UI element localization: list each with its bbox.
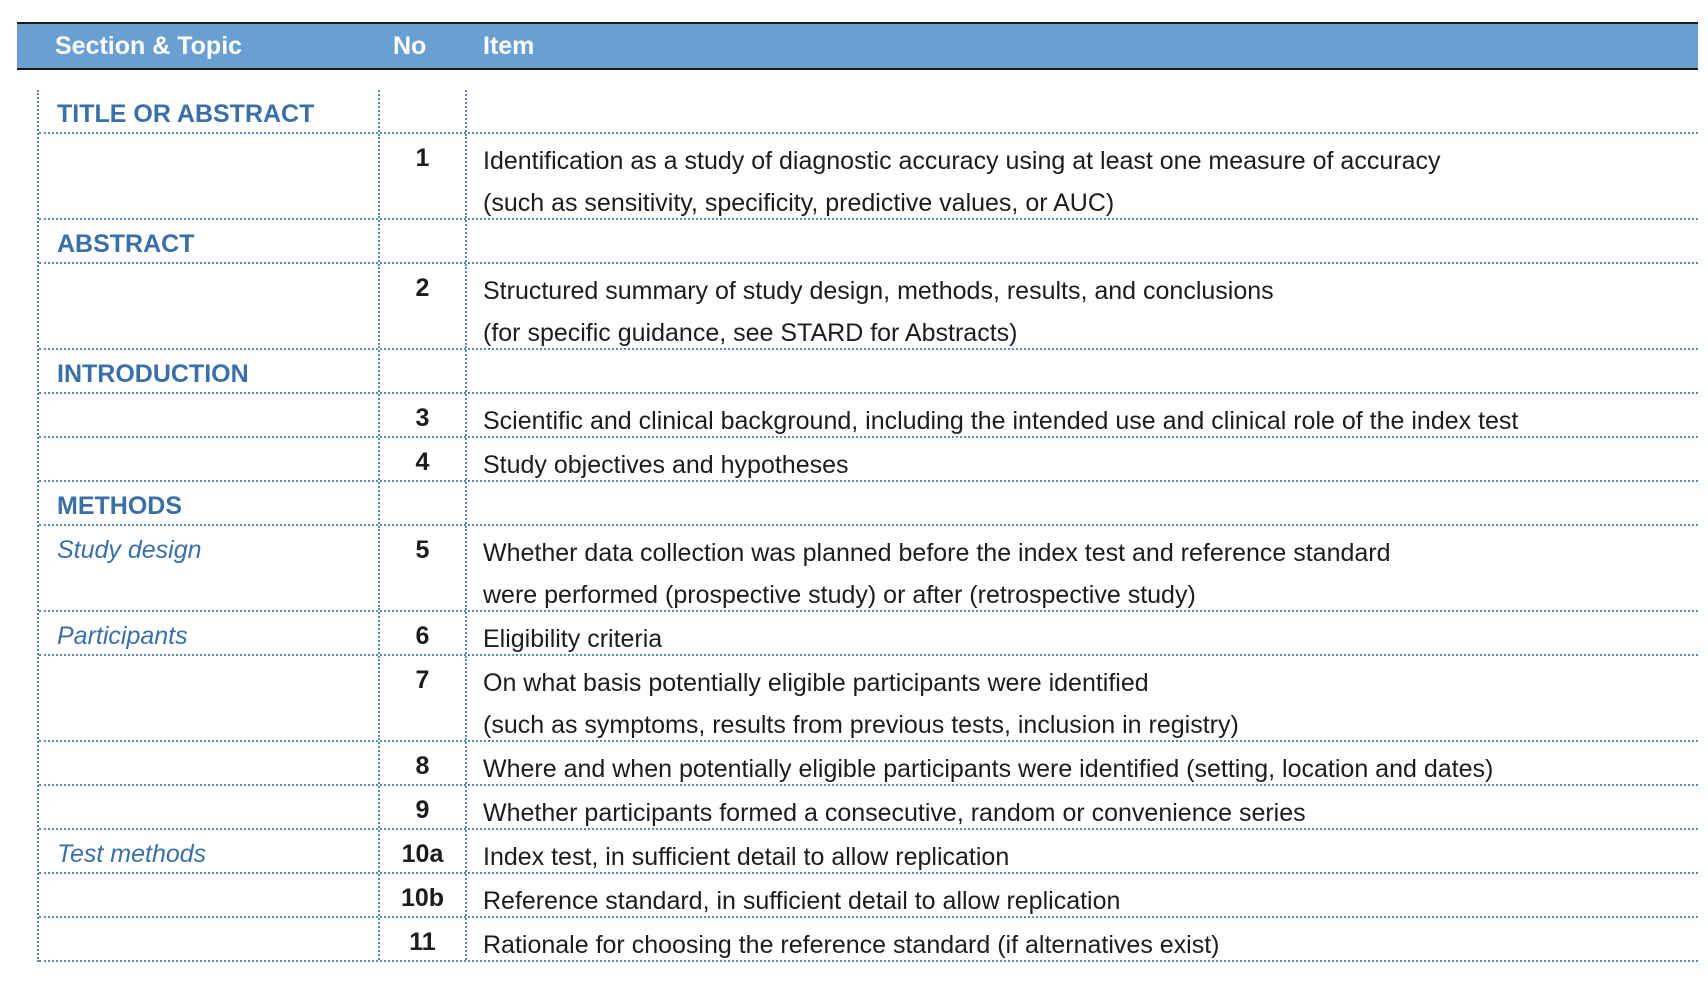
section-cell (39, 742, 378, 784)
table-row (39, 134, 1698, 220)
table-row (39, 90, 1698, 134)
section-cell (39, 656, 378, 740)
item-description (467, 786, 1698, 828)
item-number: 9 (378, 786, 467, 828)
item-description (467, 350, 1698, 392)
table-row (39, 350, 1698, 394)
item-text-line: Index test, in sufficient detail to allow replication (483, 843, 1010, 871)
section-cell (39, 918, 378, 960)
item-description (467, 438, 1698, 480)
item-description (467, 656, 1698, 740)
table-row (39, 742, 1698, 786)
item-number: 3 (378, 394, 467, 436)
topic-label: Study design (57, 536, 202, 564)
section-heading: ABSTRACT (57, 230, 195, 258)
header-item: Item (483, 32, 535, 60)
item-description (467, 874, 1698, 916)
item-description (467, 612, 1698, 654)
table-row (39, 918, 1698, 962)
item-text-line: Study objectives and hypotheses (483, 451, 849, 479)
header-no: No (393, 32, 427, 60)
topic-label: Participants (57, 622, 188, 650)
item-number: 10a (378, 830, 467, 872)
item-text-line: Identification as a study of diagnostic accuracy using at least one measure of accuracy (483, 147, 1441, 175)
item-text-line: (such as sensitivity, specificity, predictive values, or AUC) (483, 189, 1115, 217)
item-number: 5 (378, 526, 467, 610)
section-cell (39, 438, 378, 480)
item-text-line: (for specific guidance, see STARD for Abstracts) (483, 319, 1018, 347)
table-row (39, 220, 1698, 264)
item-text-line: Where and when potentially eligible participants were identified (setting, location and dates) (483, 755, 1494, 783)
table-row (39, 612, 1698, 656)
table-row (39, 526, 1698, 612)
item-text-line: (such as symptoms, results from previous tests, inclusion in registry) (483, 711, 1239, 739)
item-number: 1 (378, 134, 467, 218)
item-number: 6 (378, 612, 467, 654)
section-cell (39, 134, 378, 218)
item-text-line: were performed (prospective study) or after (retrospective study) (483, 581, 1196, 609)
section-heading: METHODS (57, 492, 182, 520)
item-number: 7 (378, 656, 467, 740)
table-row (39, 656, 1698, 742)
item-number: 4 (378, 438, 467, 480)
table-row (39, 264, 1698, 350)
item-text-line: Structured summary of study design, methods, results, and conclusions (483, 277, 1274, 305)
item-text-line: Eligibility criteria (483, 625, 663, 653)
section-cell (39, 786, 378, 828)
item-description (467, 918, 1698, 960)
section-cell (39, 264, 378, 348)
item-text-line: Rationale for choosing the reference standard (if alternatives exist) (483, 931, 1220, 959)
table-row (39, 830, 1698, 874)
section-heading: INTRODUCTION (57, 360, 249, 388)
section-cell (39, 394, 378, 436)
item-number: 11 (378, 918, 467, 960)
item-number (378, 350, 467, 392)
table-row (39, 438, 1698, 482)
header-section-topic: Section & Topic (55, 32, 243, 60)
table-row (39, 786, 1698, 830)
item-text-line: Whether participants formed a consecutive, random or convenience series (483, 799, 1306, 827)
item-number: 10b (378, 874, 467, 916)
item-text-line: Scientific and clinical background, including the intended use and clinical role of the index test (483, 407, 1519, 435)
item-description (467, 220, 1698, 262)
item-number (378, 482, 467, 524)
table-row (39, 874, 1698, 918)
item-text-line: Reference standard, in sufficient detail to allow replication (483, 887, 1121, 915)
section-heading: TITLE OR ABSTRACT (57, 100, 315, 128)
item-description (467, 482, 1698, 524)
item-description (467, 394, 1698, 436)
item-description (467, 134, 1698, 218)
item-description (467, 742, 1698, 784)
topic-label: Test methods (57, 840, 207, 868)
item-text-line: On what basis potentially eligible participants were identified (483, 669, 1149, 697)
item-description (467, 830, 1698, 872)
item-number: 2 (378, 264, 467, 348)
item-description (467, 264, 1698, 348)
item-number (378, 90, 467, 132)
item-text-line: Whether data collection was planned before the index test and reference standard (483, 539, 1391, 567)
table-header (17, 22, 1698, 70)
checklist-table-body (37, 90, 1698, 962)
item-description (467, 526, 1698, 610)
item-number: 8 (378, 742, 467, 784)
section-cell (39, 874, 378, 916)
item-description (467, 90, 1698, 132)
item-number (378, 220, 467, 262)
table-row (39, 482, 1698, 526)
table-row (39, 394, 1698, 438)
